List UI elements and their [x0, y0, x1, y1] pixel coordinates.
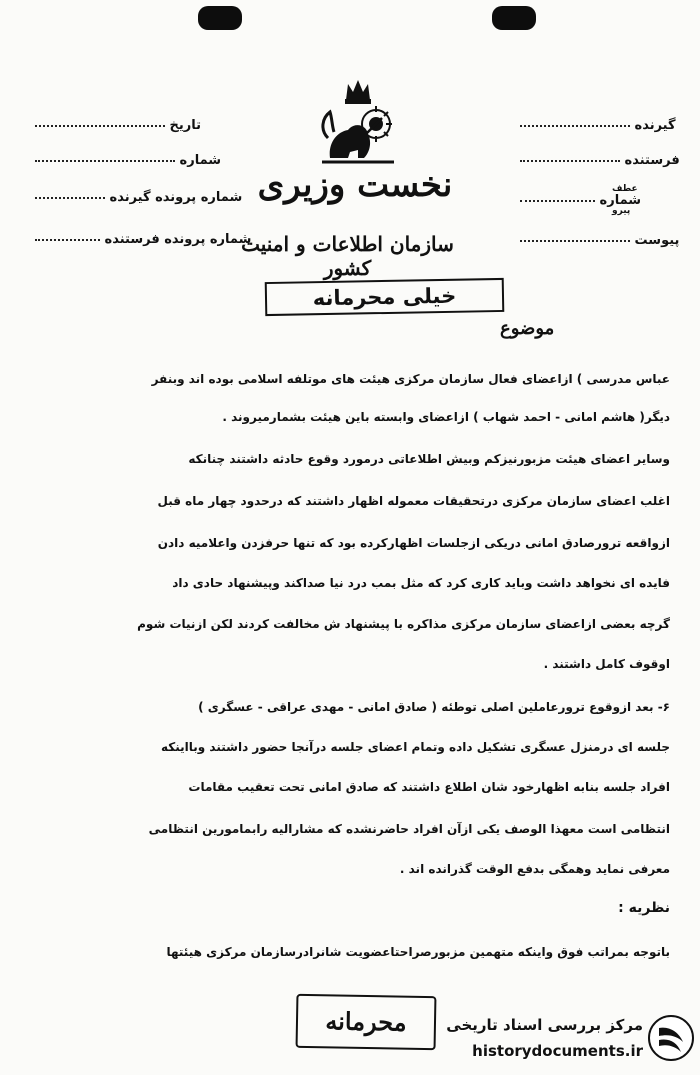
body-line: فایده ای نخواهد داشت وباید کاری کرد که مثل بمب درد نیا صداکند وپیشنهاد حادی داد [172, 576, 670, 590]
body-line: اوقوف کامل داشتند . [543, 657, 670, 671]
redaction-mark-left [198, 6, 242, 30]
field-attachment [520, 233, 679, 248]
field-sender-label: فرستنده [624, 153, 680, 168]
watermark [440, 1010, 695, 1070]
classification-stamp: خیلی محرمانه [265, 278, 505, 316]
body-line: عباس مدرسی ) ازاعضای فعال سازمان مرکزی هیئت های موتلفه اسلامی بوده اند وبنفر [151, 372, 670, 386]
body-line: ۶- بعد ازوقوع ترورعاملین اصلی توطئه ( صادق امانی - مهدی عراقی - عسگری ) [198, 700, 670, 714]
field-number-sub-top: عطف [612, 184, 638, 194]
field-sender-file [35, 232, 251, 247]
field-number-sub-bottom: پیرو [612, 206, 631, 216]
field-number-right-label: شماره [599, 193, 642, 208]
body-line: گرچه بعضی ازاعضای سازمان مرکزی مذاکره با پیشنهاد ش مخالفت کردند لکن ازنیات شوم [137, 617, 670, 631]
body-line: اغلب اعضای سازمان مرکزی درتحقیقات معموله اظهار داشتند که درحدود چهار ماه قبل [157, 494, 670, 508]
body-line: جلسه ای درمنزل عسگری تشکیل داده وتمام اعضای جلسه درآنجا حضور داشتند وبااینکه [161, 740, 670, 754]
field-recipient-file-label: شماره پرونده گیرنده [109, 190, 243, 205]
field-attachment-label: پیوست [634, 233, 680, 248]
ministry-title: نخست وزیری [257, 165, 453, 205]
body-line: دیگر( هاشم امانی - احمد شهاب ) ازاعضای وابسته باین هیئت بشمارمیروند . [222, 410, 670, 424]
archive-logo-icon [647, 1014, 695, 1062]
field-number-label: شماره [179, 153, 222, 168]
field-recipient-label: گیرنده [634, 118, 676, 133]
confidential-stamp: محرمانه [296, 994, 437, 1050]
field-sender-file-label: شماره پرونده فرستنده [104, 232, 252, 247]
body-line: وسایر اعضای هیئت مزبورنیزکم وبیش اطلاعاتی درمورد وقوع حادثه داشتند چنانکه [188, 452, 670, 466]
watermark-title: مرکز بررسی اسناد تاریخی [446, 1016, 643, 1034]
field-recipient [520, 118, 676, 133]
crown-icon [345, 80, 371, 104]
body-line: ازواقعه ترورصادق امانی دریکی ازجلسات اظهارکرده بود که تنها حرفزدن واعلامیه دادن [157, 536, 670, 550]
organization-title: سازمان اطلاعات و امنیت کشور [241, 232, 454, 280]
field-date [35, 118, 201, 133]
redaction-mark-right [492, 6, 536, 30]
field-sender [520, 153, 680, 168]
field-date-label: تاریخ [169, 118, 202, 133]
lion-and-sun-emblem [308, 78, 408, 173]
field-number-left [35, 153, 221, 168]
subject-label: موضوع [500, 318, 555, 339]
body-line: افراد جلسه بنابه اظهارخود شان اطلاع داشتند که صادق امانی تحت تعقیب مقامات [188, 780, 670, 794]
body-line: انتظامی است معهذا الوصف یکی ازآن افراد حاضرنشده که مشارالیه رابمامورین انتظامی [148, 822, 670, 836]
body-line: معرفی نماید وهمگی بدفع الوقت گذرانده اند . [399, 862, 670, 876]
conclusion-label: نظریه : [618, 900, 670, 916]
watermark-url: historydocuments.ir [472, 1042, 643, 1060]
final-line: باتوجه بمراتب فوق واینکه متهمین مزبورصراحتاعضویت شانرادرسازمان مرکزی هیئتها [166, 945, 670, 959]
field-recipient-file [35, 190, 242, 205]
